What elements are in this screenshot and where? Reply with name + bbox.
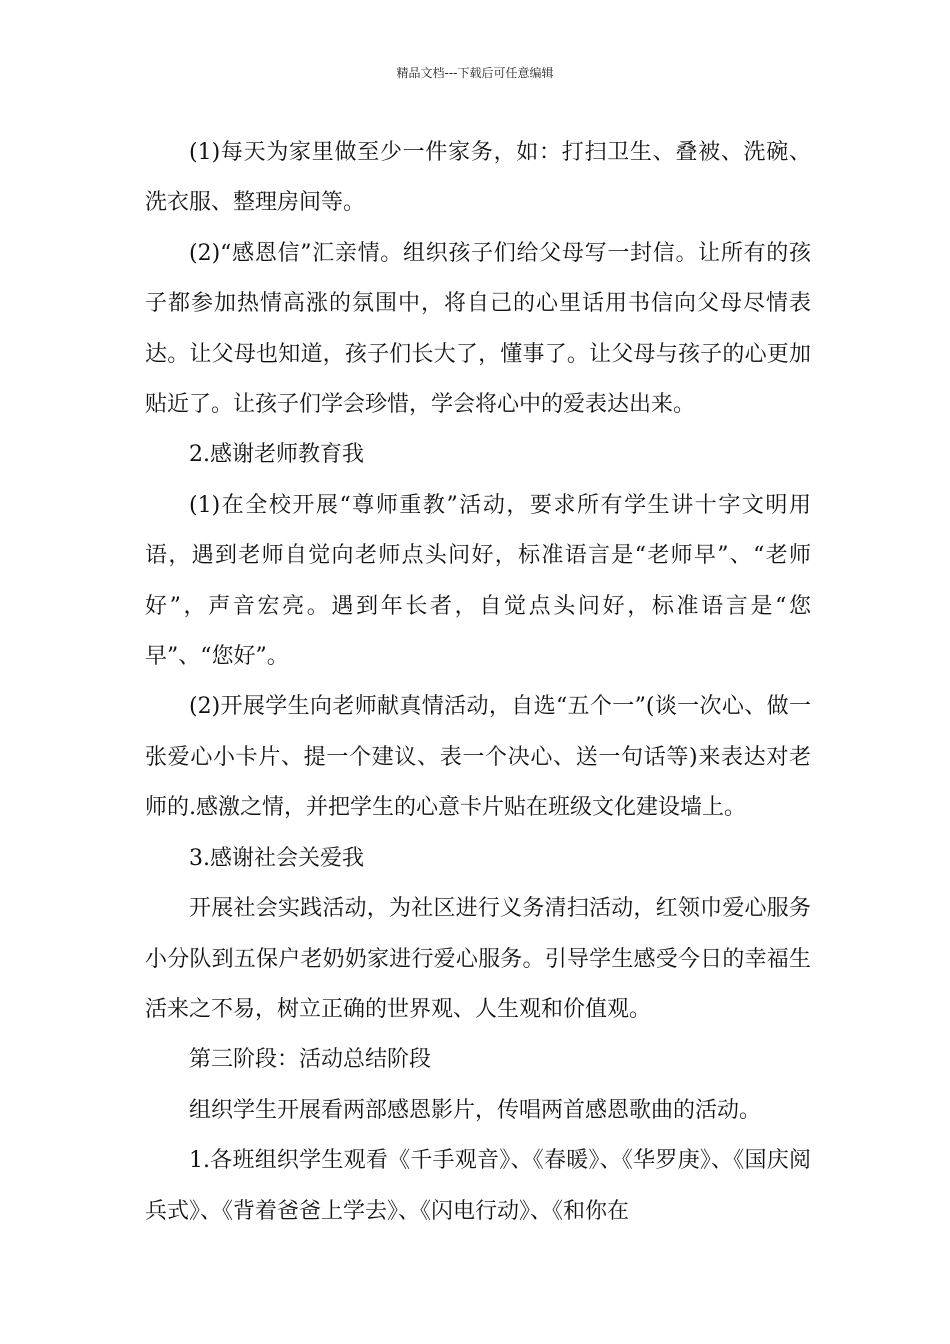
paragraph-respect-teachers: (1)在全校开展“尊师重教”活动，要求所有学生讲十字文明用语，遇到老师自觉向老师点头问好，标准语言是“老师早”、“老师好”，声音宏亮。遇到年长者，自觉点头问好，标准语言是“您早”、“您好”。 [145, 492, 811, 670]
heading-thank-society: 3.感谢社会关爱我 [189, 845, 364, 871]
paragraph-films-songs: 组织学生开展看两部感恩影片，传唱两首感恩歌曲的活动。 [189, 1097, 762, 1123]
paragraph-social-practice: 开展社会实践活动，为社区进行义务清扫活动，红领巾爱心服务小分队到五保户老奶奶家进行爱心服务。引导学生感受今日的幸福生活来之不易，树立正确的世界观、人生观和价值观。 [145, 896, 811, 1022]
paragraph-housework: (1)每天为家里做至少一件家务，如：打扫卫生、叠被、洗碗、洗衣服、整理房间等。 [145, 140, 811, 216]
document-body [145, 128, 811, 1237]
paragraph-five-ones: (2)开展学生向老师献真情活动，自选“五个一”(谈一次心、做一张爱心小卡片、提一个建议、表一个决心、送一句话等)来表达对老师的.感激之情，并把学生的心意卡片贴在班级文化建设墙上。 [145, 694, 811, 821]
paragraph-gratitude-letter: (2)“感恩信”汇亲情。组织孩子们给父母写一封信。让所有的孩子都参加热情高涨的氛围中，将自己的心里话用书信向父母尽情表达。让父母也知道，孩子们长大了，懂事了。让父母与孩子的心更加贴近了。让孩子们学会珍惜，学会将心中的爱表达出来。 [145, 240, 811, 418]
heading-thank-teachers: 2.感谢老师教育我 [189, 442, 364, 468]
paragraph-film-list: 1.各班组织学生观看《千手观音》、《春暖》、《华罗庚》、《国庆阅兵式》、《背着爸爸上学去》、《闪电行动》、《和你在 [145, 1148, 811, 1224]
page-header: 精品文档---下载后可任意编辑 [396, 66, 554, 80]
heading-stage-three: 第三阶段：活动总结阶段 [189, 1047, 432, 1073]
